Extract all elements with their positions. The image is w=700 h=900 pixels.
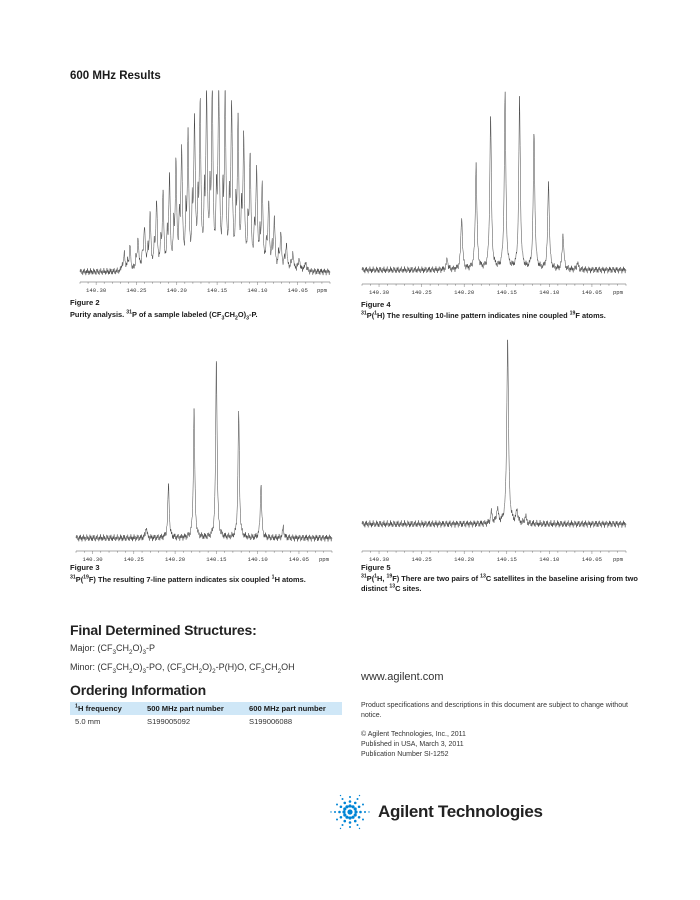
publication-number: Publication Number SI-1252 [361,751,449,758]
spark-dot [340,828,341,829]
copyright-block [361,730,466,760]
figure-3-caption [70,575,350,585]
col-header-500mhz: 500 MHz part number [142,702,244,715]
superscript: 31 [126,309,133,316]
fig4-tick-label: 140.30 [368,289,390,296]
fig2-trace [80,90,330,275]
fig2-tick-label: 140.10 [247,287,268,294]
spectrum-fig4 [358,92,632,296]
text-run: -P(H)O, CF [215,662,262,672]
text-run: H atoms. [274,575,306,584]
ordering-header-row [70,702,342,715]
subscript: 3 [261,667,265,675]
text-run: P( [366,311,375,320]
subscript: 3 [182,667,186,675]
fig4-tick-label: 140.25 [411,289,432,296]
superscript: 19 [83,574,89,581]
spark-dot [359,828,360,829]
fig5-tick-label: 140.05 [581,556,603,563]
fig3-tick-label: 140.25 [123,556,144,563]
spark-dot [354,820,357,823]
fig3-tick-label: 140.30 [82,556,103,563]
spark-dot [330,811,331,812]
spark-dot [342,810,345,813]
fig2-unit-label: ppm [316,287,328,294]
text-run: -PO, (CF [146,662,183,672]
fig5-unit-label: ppm [612,556,624,563]
major-structure [70,643,156,656]
superscript: 1 [374,310,378,317]
subscript: 2 [235,315,238,322]
spark-dot [358,805,361,808]
subscript: 3 [221,315,225,322]
spectrum-fig5 [358,336,632,562]
fig3-tick-label: 140.15 [206,556,227,563]
spark-center [347,809,352,814]
text-run: Purity analysis. [70,310,127,319]
subscript: 2 [198,667,203,675]
published-line: Published in USA, March 3, 2011 [361,741,464,748]
text-run: O) [132,643,143,653]
text-run: CH [224,310,236,319]
text-run: CH [116,662,130,672]
spectrum-fig3-svg [70,336,342,562]
spark-dot [340,816,343,819]
spark-dot [362,804,364,806]
fig5-tick-label: 140.15 [496,556,517,563]
figure-5-label: Figure 5 [361,563,391,572]
superscript: 1 [271,574,275,581]
spark-dot [334,811,336,813]
fig4-unit-label: ppm [612,289,624,296]
spectrum-fig2-svg [74,92,340,292]
text-run: P( [366,574,375,583]
subscript: 3 [246,315,250,322]
col0-text: H frequency [77,704,122,713]
minor-structures [70,662,295,675]
text-run: H) The resulting 10-line pattern indicates nine coupled [377,311,570,320]
spark-dot [357,798,359,800]
spark-dot [359,811,362,814]
final-structures-heading: Final Determined Structures: [70,622,257,638]
subscript: 3 [112,667,117,675]
table-row [70,715,342,728]
text-run: F) There are two pairs of [392,574,481,583]
spark-dot [345,805,348,808]
text-run: P( [75,575,84,584]
text-run: H, [377,574,387,583]
text-run: CH [185,662,199,672]
spark-dot [358,816,361,819]
spark-dot [349,800,352,803]
figure-2-label: Figure 2 [70,298,100,307]
fig4-trace [362,92,626,274]
fig3-tick-label: 140.20 [165,556,186,563]
spectrum-fig2 [74,92,340,292]
superscript: 13 [389,583,396,590]
text-run: C satellites in the baseline arising from two distinct [361,574,638,593]
cell-500mhz-part: S199005092 [147,717,191,726]
spark-dot [342,824,344,826]
spark-dot [348,804,351,807]
ordering-table [70,702,342,728]
subscript: 3 [112,648,117,656]
text-run: OH [281,662,295,672]
fig3-tick-label: 140.05 [288,556,310,563]
spectrum-fig5-svg [358,336,632,562]
superscript: 19 [386,573,393,580]
figure-4-caption [361,311,651,321]
website-link[interactable]: www.agilent.com [361,671,444,683]
text-run: -P. [249,310,258,319]
spark-dot [357,824,359,826]
col-header-600mhz: 600 MHz part number [244,702,342,715]
fig2-tick-label: 140.25 [126,287,147,294]
disclaimer-text: Product specifications and descriptions in this document are subject to change without notice. [361,702,628,719]
text-run: CH [264,662,278,672]
subscript: 2 [277,667,282,675]
spectrum-fig3 [70,336,342,562]
spark-dot [336,819,338,821]
fig4-tick-label: 140.10 [539,289,560,296]
fig5-tick-label: 140.25 [411,556,432,563]
fig3-trace [76,361,332,541]
fig3-unit-label: ppm [318,556,330,563]
spark-dot [336,804,338,806]
fig5-trace [362,340,626,528]
text-run: F atoms. [575,311,606,320]
fig5-tick-label: 140.10 [539,556,560,563]
superscript: 31 [361,573,367,580]
spark-dot [343,820,346,823]
superscript: 31 [361,310,367,317]
text-run: O) [202,662,213,672]
cell-600mhz-part: S199006088 [249,717,293,726]
figure-2-caption [70,310,350,320]
spectrum-fig4-svg [358,92,632,296]
text-run: F) The resulting 7-line pattern indicates six coupled [88,575,272,584]
spark-dot [354,807,357,810]
col0-superscript: 1 [75,703,78,710]
spark-dot [349,796,351,798]
copyright-line: © Agilent Technologies, Inc., 2011 [361,731,466,738]
subscript: 3 [142,648,147,656]
text-run: -P [146,643,156,653]
text-run: C sites. [395,584,422,593]
fig5-tick-label: 140.20 [454,556,475,563]
spark-icon [330,792,370,832]
spark-dot [340,795,341,796]
spark-dot [343,802,346,805]
superscript: 31 [70,574,76,581]
fig2-tick-label: 140.20 [166,287,187,294]
text-run: O) [132,662,143,672]
subscript: 2 [129,648,133,656]
figure-3-label: Figure 3 [70,563,100,572]
text-run: Minor: (CF [70,662,113,672]
subscript: 2 [129,667,133,675]
fig2-tick-label: 140.05 [287,287,308,294]
fig2-tick-label: 140.15 [207,287,228,294]
figure-4-label: Figure 4 [361,300,391,309]
fig4-tick-label: 140.20 [454,289,475,296]
subscript: 3 [142,667,147,675]
spark-dot [364,811,366,813]
col-header-h-frequency [70,702,142,715]
fig2-tick-label: 140.30 [86,287,107,294]
spark-dot [349,821,352,824]
spark-dot [354,802,357,805]
spark-dot [351,816,354,819]
section-title: 600 MHz Results [70,70,161,82]
spark-dot [368,811,369,812]
ordering-table-wrap [70,702,342,728]
spark-dot [343,813,346,816]
spark-dot [342,798,344,800]
text-run: CH [116,643,130,653]
text-run: Major: (CF [70,643,113,653]
logo-wordmark: Agilent Technologies [378,802,543,821]
spark-dot [338,811,341,814]
spark-dot [340,805,343,808]
subscript: 2 [212,667,216,675]
fig5-tick-label: 140.30 [368,556,390,563]
fig4-tick-label: 140.15 [496,289,517,296]
spark-dot [348,816,351,819]
spark-dot [359,795,360,796]
cell-frequency: 5.0 mm [75,717,101,726]
fig4-tick-label: 140.05 [581,289,603,296]
spark-dot [349,826,351,828]
text-run: O) [237,310,247,319]
figure-5-caption [361,574,641,594]
ordering-heading: Ordering Information [70,682,207,698]
superscript: 1 [374,573,378,580]
superscript: 13 [480,573,486,580]
text-run: P of a sample labeled (CF [132,310,222,319]
superscript: 19 [569,310,576,317]
fig3-tick-label: 140.10 [247,556,268,563]
spark-dot [354,810,357,813]
spark-dot [362,819,364,821]
